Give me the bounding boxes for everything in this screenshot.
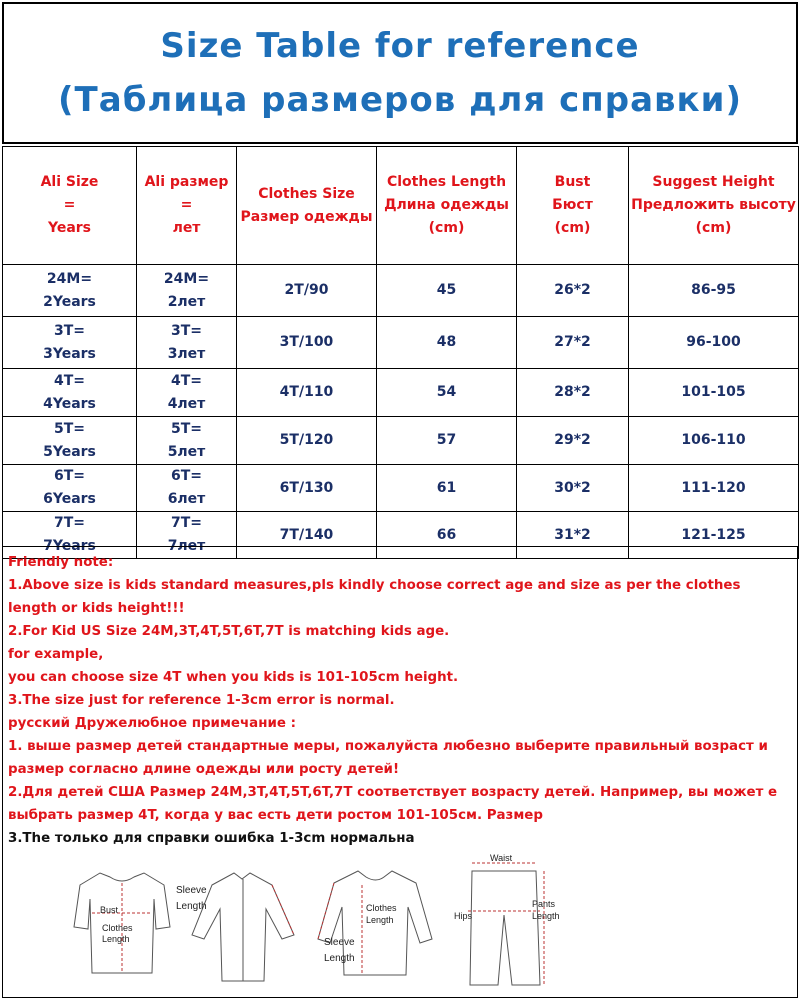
diagram-label-bust: Bust	[100, 905, 119, 915]
note-item: 3.The size just for reference 1-3cm error is normal.	[8, 693, 395, 708]
header-clothes-length: Clothes Length Длина одежды (cm)	[377, 147, 517, 265]
cell-height: 111-120	[629, 465, 799, 512]
cell-height: 101-105	[629, 369, 799, 417]
cell-bust: 28*2	[517, 369, 629, 417]
diagram-label-length: Length	[102, 934, 130, 944]
cell-bust: 27*2	[517, 317, 629, 369]
diagram-label-sleeve: Sleeve	[324, 937, 355, 948]
table-row	[3, 465, 799, 512]
cell-length: 54	[377, 369, 517, 417]
diagram-label-length: Length	[324, 953, 355, 964]
header-suggest-height: Suggest Height Предложить высоту (cm)	[629, 147, 799, 265]
cell-clothes-size: 5T/120	[237, 417, 377, 465]
table-header-row	[3, 147, 799, 265]
size-table	[2, 146, 799, 559]
cell-length: 66	[377, 512, 517, 559]
cell-clothes-size: 2T/90	[237, 265, 377, 317]
pants-outline-icon	[470, 871, 540, 985]
cell-ali-ru: 24M= 2лет	[137, 265, 237, 317]
cell-clothes-size: 3T/100	[237, 317, 377, 369]
cell-ali-ru: 3T= 3лет	[137, 317, 237, 369]
cell-bust: 29*2	[517, 417, 629, 465]
cell-ali-size: 6T= 6Years	[3, 465, 137, 512]
note-item: you can choose size 4T when you kids is 101-105cm height.	[8, 670, 459, 685]
note-item: 1.Above size is kids standard measures,pls kindly choose correct age and size as per the clothes length or kids height!!!	[8, 578, 741, 616]
cell-ali-size: 24M= 2Years	[3, 265, 137, 317]
cell-height: 86-95	[629, 265, 799, 317]
cell-height: 121-125	[629, 512, 799, 559]
cell-ali-size: 3T= 3Years	[3, 317, 137, 369]
diagram-label-waist: Waist	[490, 853, 513, 863]
cell-length: 45	[377, 265, 517, 317]
cell-ali-ru: 7T= 7лет	[137, 512, 237, 559]
table-row	[3, 265, 799, 317]
cell-length: 61	[377, 465, 517, 512]
cell-ali-size: 7T= 7Years	[3, 512, 137, 559]
cell-ali-ru: 6T= 6лет	[137, 465, 237, 512]
header-ali-size-ru: Ali размер = лет	[137, 147, 237, 265]
cell-clothes-size: 7T/140	[237, 512, 377, 559]
note-item: 3.The только для справки ошибка 1-3cm нормальна	[8, 831, 415, 846]
cell-length: 57	[377, 417, 517, 465]
note-item: for example,	[8, 647, 104, 662]
table-row	[3, 417, 799, 465]
cell-length: 48	[377, 317, 517, 369]
diagram-label-sleeve: Sleeve	[176, 885, 207, 896]
note-item: 2.For Kid US Size 24M,3T,4T,5T,6T,7T is matching kids age.	[8, 624, 450, 639]
page-title: Size Table for reference	[160, 26, 640, 66]
cell-height: 96-100	[629, 317, 799, 369]
garment-illustrations	[62, 855, 582, 995]
note-heading: Friendly note:	[8, 555, 114, 570]
header-clothes-size: Clothes Size Размер одежды	[237, 147, 377, 265]
cell-bust: 31*2	[517, 512, 629, 559]
cell-bust: 30*2	[517, 465, 629, 512]
diagram-label-length: Length	[532, 911, 560, 921]
cell-clothes-size: 4T/110	[237, 369, 377, 417]
table-row	[3, 317, 799, 369]
note-item: 2.Для детей США Размер 24M,3T,4T,5T,6T,7T соответствует возрасту детей. Например, вы может е выбрать размер 4T, когда у вас есть дети ростом 101-105см. Размер	[8, 785, 778, 823]
table-row	[3, 369, 799, 417]
measurement-diagrams	[62, 855, 582, 995]
header-bust: Bust Бюст (cm)	[517, 147, 629, 265]
header-ali-size: Ali Size = Years	[3, 147, 137, 265]
diagram-label-clothes: Clothes	[366, 903, 397, 913]
cell-height: 106-110	[629, 417, 799, 465]
note-item: 1. выше размер детей стандартные меры, пожалуйста любезно выберите правильный возраст и размер согласно длине одежды или росту детей!	[8, 739, 768, 777]
cell-ali-size: 5T= 5Years	[3, 417, 137, 465]
diagram-label-clothes: Clothes	[102, 923, 133, 933]
page-subtitle: (Таблица размеров для справки)	[58, 80, 742, 120]
cell-clothes-size: 6T/130	[237, 465, 377, 512]
diagram-label-length: Length	[176, 901, 207, 912]
diagram-label-hips: Hips	[454, 911, 473, 921]
cell-ali-ru: 5T= 5лет	[137, 417, 237, 465]
cell-bust: 26*2	[517, 265, 629, 317]
diagram-label-length: Length	[366, 915, 394, 925]
cell-ali-ru: 4T= 4лет	[137, 369, 237, 417]
diagram-label-pants: Pants	[532, 899, 556, 909]
note-heading-ru: русский Дружелюбное примечание :	[8, 716, 296, 731]
title-box	[2, 2, 798, 144]
cell-ali-size: 4T= 4Years	[3, 369, 137, 417]
